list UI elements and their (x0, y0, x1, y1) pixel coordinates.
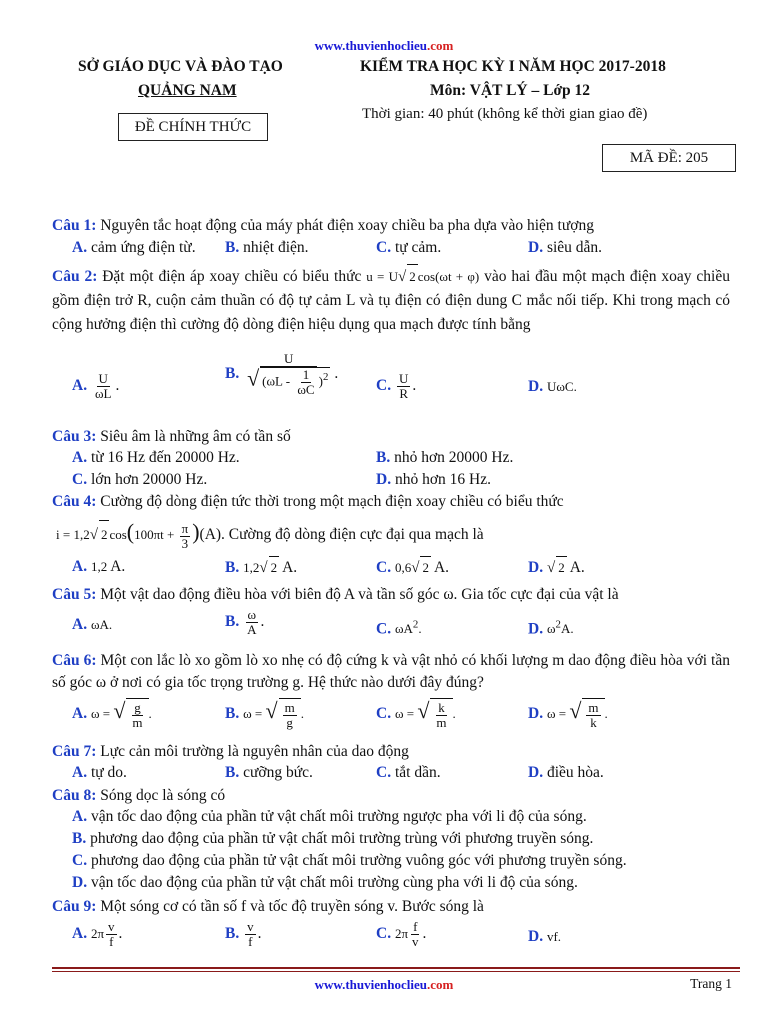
q2-voltage-formula: u = U√ 2 cos(ωt + φ) (366, 269, 479, 284)
q5-option-d: D. $\omega^2A$. (528, 619, 574, 638)
q7-option-d: D. điều hòa. (528, 764, 604, 781)
q2-option-a: A. $\frac{U}{\omega L}$ . (72, 371, 120, 401)
site-url-bottom: www.thuvienhoclieu.com (314, 977, 454, 992)
q1-option-c: C. tự cảm. (376, 239, 442, 256)
q4-option-a: A. 1,2 A. (72, 558, 126, 575)
subject: Môn: VẬT LÝ – Lớp 12 (430, 82, 591, 99)
q1-option-d: D. siêu dẫn. (528, 239, 603, 256)
q5-option-b: B. $\frac{\omega}{A}$ . (225, 607, 265, 637)
department-name: SỞ GIÁO DỤC VÀ ĐÀO TẠO (78, 58, 283, 75)
question-1: Câu 1: Nguyên tắc hoạt động của máy phát điện xoay chiều ba pha dựa vào hiện tượng (52, 217, 594, 234)
question-5: Câu 5: Một vật dao động điều hòa với biên độ A và tần số góc ω. Gia tốc cực đại của vật là (52, 586, 619, 603)
q3-option-a: A. từ 16 Hz đến 20000 Hz. (72, 449, 240, 466)
q6-option-c: C. ω = √ $\frac{k}{m}$ . (376, 698, 456, 730)
question-6: Câu 6: Một con lắc lò xo gồm lò xo nhẹ có độ cứng k và vật nhỏ có khối lượng m dao động điều hòa với tần số góc ω ở nơi có gia tốc trọng trường g. Hệ thức nào dưới đây đúng? (52, 652, 730, 691)
q6-option-d: D. ω = √ $\frac{m}{k}$ . (528, 698, 608, 730)
footer-rule-thin (52, 971, 740, 972)
q8-option-c: C. phương dao động của phần tử vật chất môi trường vuông góc với phương truyền sóng. (72, 852, 627, 869)
q4-option-b: B. 1,2√ 2 A. (225, 556, 297, 579)
q9-option-c: C. 2π $\frac{f}{v}$ . (376, 919, 427, 949)
q1-option-a: A. cảm ứng điện từ. (72, 239, 196, 256)
q1-option-b: B. nhiệt điện. (225, 239, 309, 256)
q5-option-a: A. ωA. (72, 616, 113, 633)
q2-option-c: C. $\frac{U}{R}$ . (376, 371, 417, 401)
q9-option-b: B. $\frac{v}{f}$ . (225, 919, 262, 949)
official-badge: ĐỀ CHÍNH THỨC (118, 113, 268, 141)
q5-option-c: C. $\omega A^2$. (376, 619, 422, 638)
question-7: Câu 7: Lực cản môi trường là nguyên nhân của dao động (52, 743, 409, 760)
q6-option-a: A. ω = √ $\frac{g}{m}$ . (72, 698, 152, 730)
q7-option-c: C. tắt dần. (376, 764, 441, 781)
q3-option-c: C. lớn hơn 20000 Hz. (72, 471, 208, 488)
site-url-top: www.thuvienhoclieu.com (314, 38, 454, 53)
footer-rule (52, 967, 740, 969)
exam-code: MÃ ĐỀ: 205 (602, 144, 736, 172)
q7-option-b: B. cưỡng bức. (225, 764, 313, 781)
q4-option-c: C. 0,6√ 2 A. (376, 556, 449, 579)
q2-option-b: B. U √ (ωL - $\frac{1}{\omega C}$ )$^2$ . (225, 351, 339, 397)
q9-option-d: D. vf. (528, 928, 562, 945)
q3-option-b: B. nhỏ hơn 20000 Hz. (376, 449, 514, 466)
q3-option-d: D. nhỏ hơn 16 Hz. (376, 471, 491, 488)
q4-option-d: D. √ 2 A. (528, 556, 585, 579)
q2-option-d: D. UωC. (528, 378, 577, 395)
q8-option-b: B. phương dao động của phần tử vật chất môi trường trùng với phương truyền sóng. (72, 830, 594, 847)
q7-option-a: A. tự do. (72, 764, 127, 781)
q8-option-d: D. vận tốc dao động của phần tử vật chất môi trường cùng pha với li độ của sóng. (72, 874, 578, 891)
page-number: Trang 1 (690, 976, 732, 991)
q9-option-a: A. 2π $\frac{v}{f}$ . (72, 919, 123, 949)
exam-time: Thời gian: 40 phút (không kể thời gian giao đề) (362, 106, 648, 122)
question-9: Câu 9: Một sóng cơ có tần số f và tốc độ truyền sóng v. Bước sóng là (52, 898, 484, 915)
q6-option-b: B. ω = √ $\frac{m}{g}$ . (225, 698, 304, 730)
question-8: Câu 8: Sóng dọc là sóng có (52, 787, 226, 804)
q4-current-formula: i = 1,2√ 2 cos(100πt + $\frac{\pi}{3}$ )(A). Cường độ dòng điện cực đại qua mạch là (56, 519, 484, 551)
exam-title: KIỂM TRA HỌC KỲ I NĂM HỌC 2017-2018 (360, 58, 666, 75)
question-4: Câu 4: Cường độ dòng điện tức thời trong một mạch điện xoay chiều có biểu thức (52, 493, 564, 510)
question-3: Câu 3: Siêu âm là những âm có tần số (52, 428, 291, 445)
question-2: Câu 2: Đặt một điện áp xoay chiều có biểu thức u = U√ 2 cos(ωt + φ) vào hai đầu một mạch điện xoay chiều gồm điện trở R, cuộn cảm thuần có độ tự cảm L và tụ điện có điện dung C mắc nối tiếp. Khi trong mạch có cộng hưởng điện thì cường độ dòng điện hiệu dụng qua mạch được tính bằng (52, 264, 730, 337)
q8-option-a: A. vận tốc dao động của phần tử vật chất môi trường ngược pha với li độ của sóng. (72, 808, 587, 825)
province-name: QUẢNG NAM (138, 82, 237, 99)
